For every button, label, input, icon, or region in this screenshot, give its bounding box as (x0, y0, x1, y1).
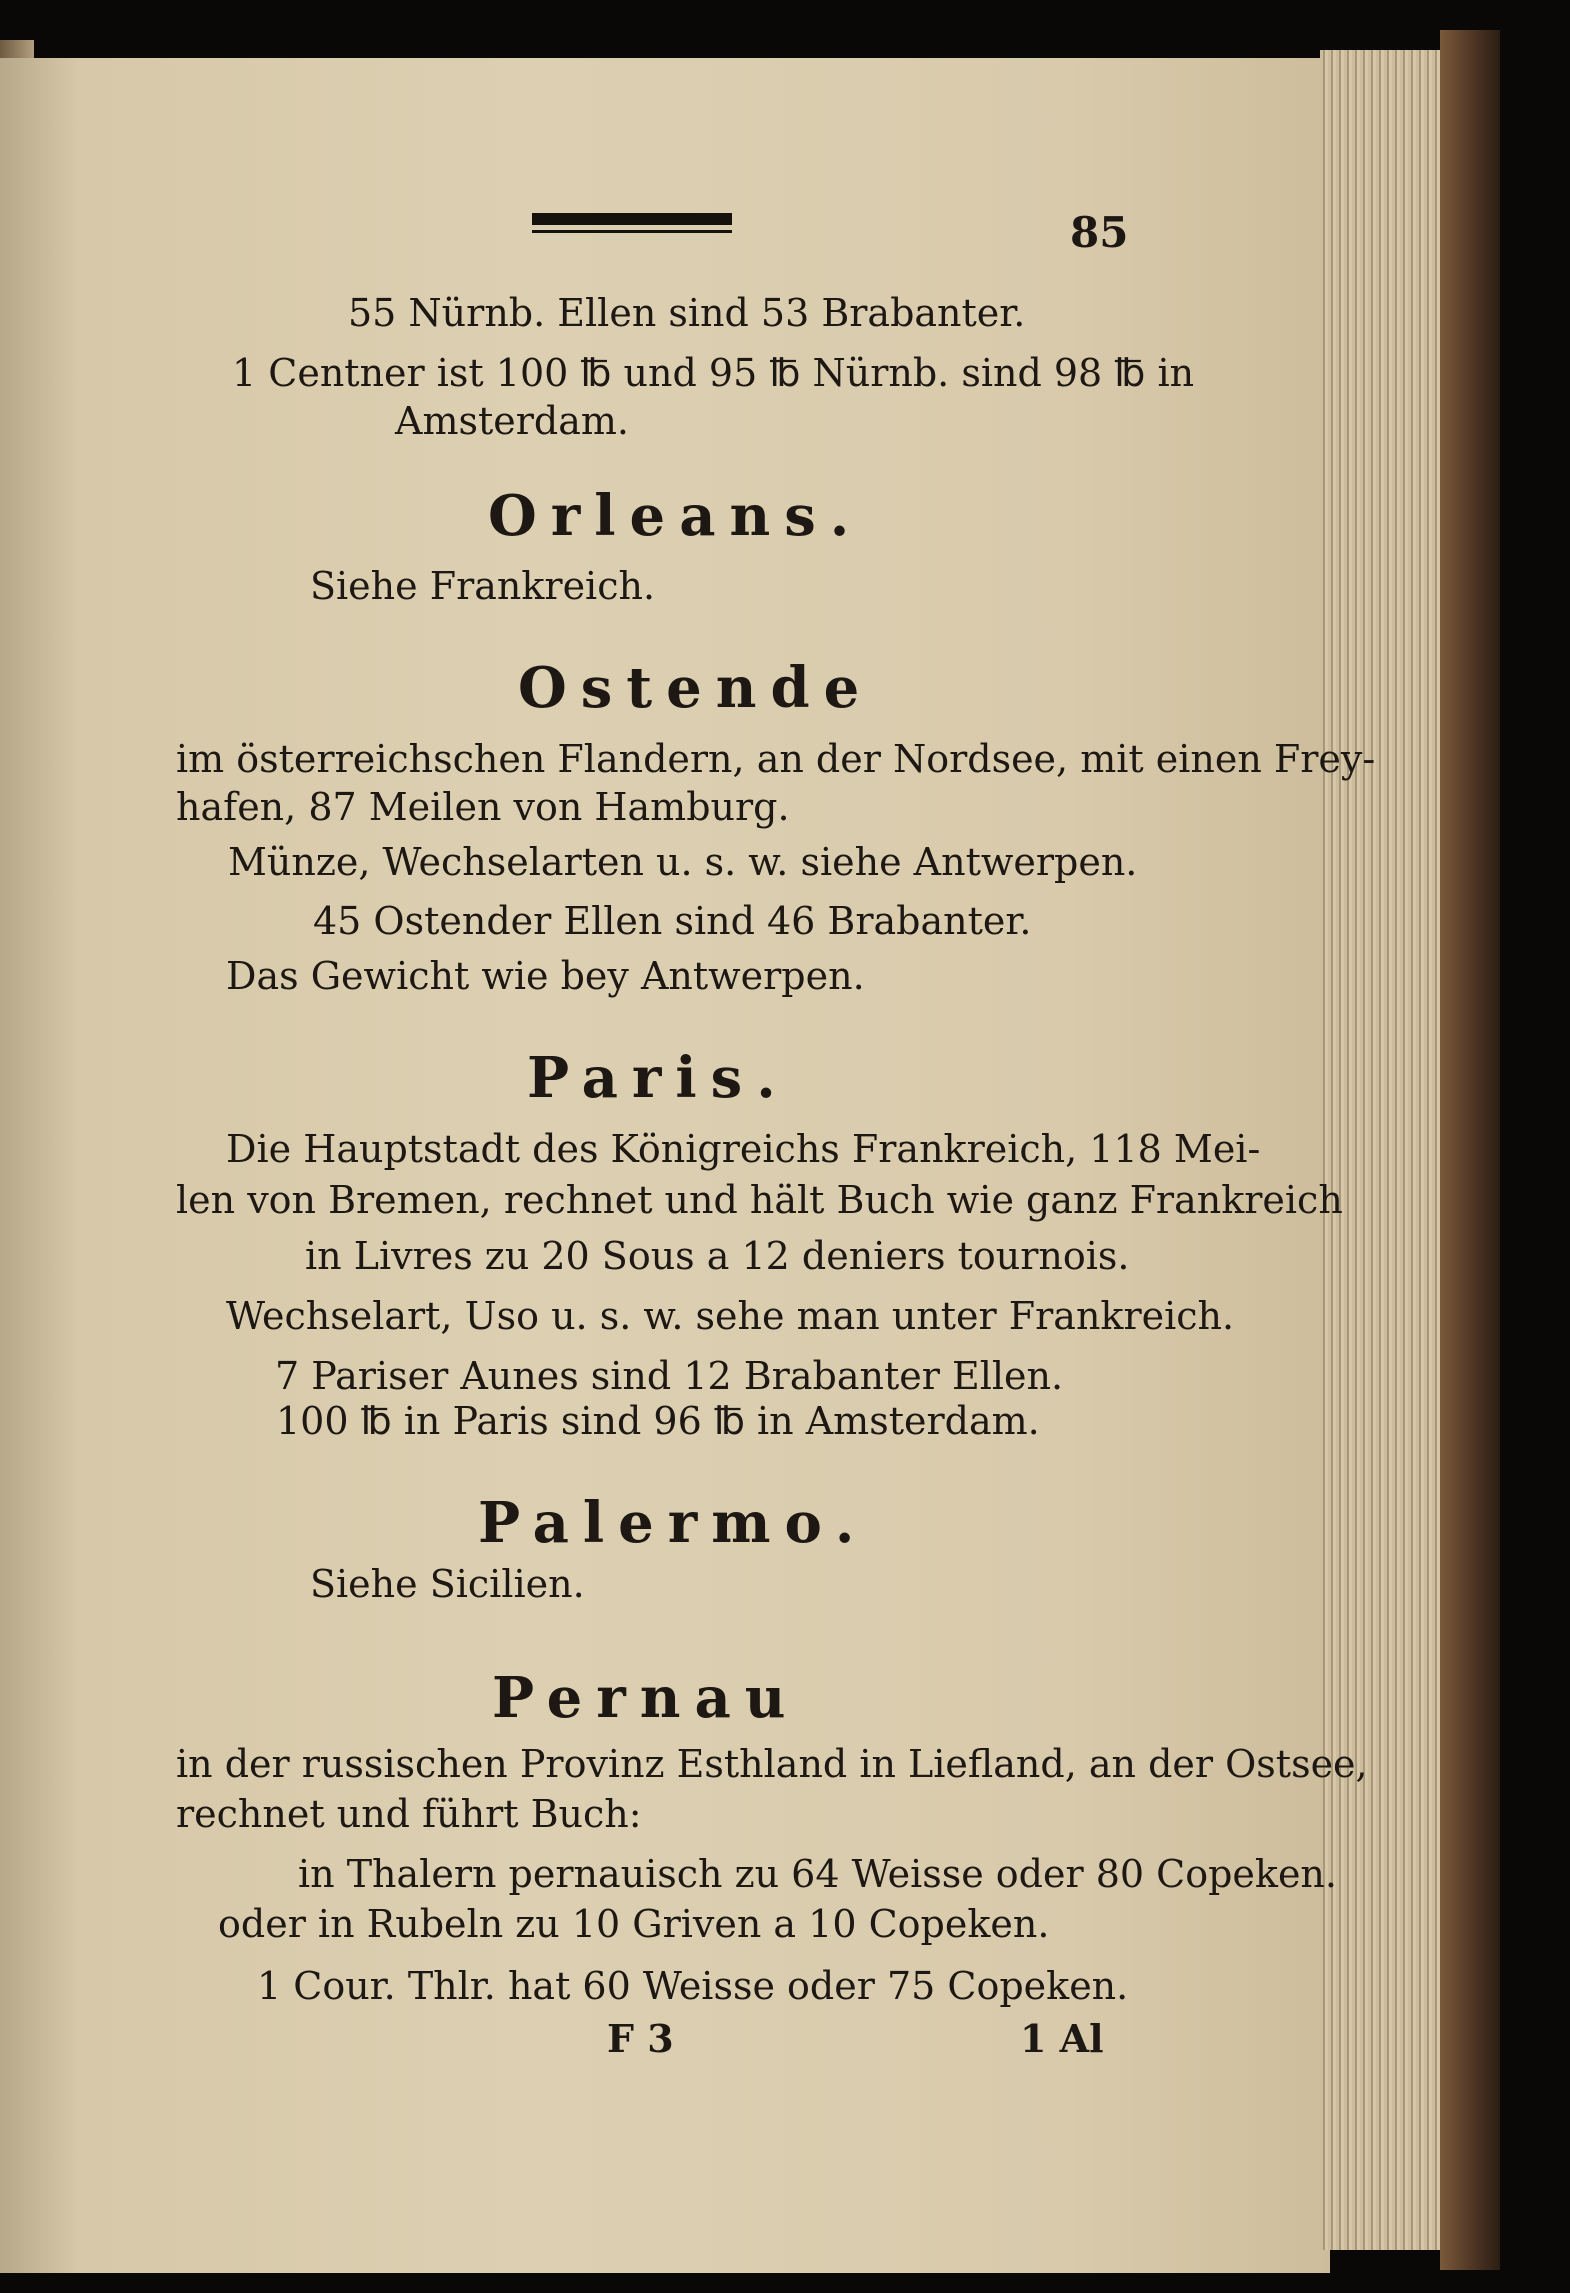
heading-ostende: Ostende (518, 655, 874, 721)
signature-mark: F 3 (607, 2016, 674, 2061)
heading-paris: Paris. (527, 1045, 790, 1111)
text-line: 1 Cour. Thlr. hat 60 Weisse oder 75 Copeken. (257, 1964, 1129, 2008)
catchword: 1 Al (1020, 2016, 1104, 2061)
text-line: 1 Centner ist 100 ℔ und 95 ℔ Nürnb. sind 98 ℔ in (232, 351, 1195, 395)
text-line: Amsterdam. (395, 399, 629, 443)
text-line: rechnet und führt Buch: (176, 1792, 642, 1836)
page-edges (1320, 50, 1450, 2250)
text-line: im österreichschen Flandern, an der Nordsee, mit einen Frey- (176, 737, 1376, 781)
text-line: in der russischen Provinz Esthland in Liefland, an der Ostsee, (176, 1742, 1368, 1786)
header-rule (532, 213, 732, 225)
text-line: Münze, Wechselarten u. s. w. siehe Antwerpen. (228, 840, 1138, 884)
text-line: oder in Rubeln zu 10 Griven a 10 Copeken. (218, 1902, 1050, 1946)
heading-palermo: Palermo. (478, 1490, 869, 1556)
text-line: 7 Pariser Aunes sind 12 Brabanter Ellen. (275, 1354, 1064, 1398)
header-rule-thin (532, 230, 732, 233)
text-line: Siehe Frankreich. (310, 564, 656, 608)
text-line: 45 Ostender Ellen sind 46 Brabanter. (313, 899, 1032, 943)
text-line: in Livres zu 20 Sous a 12 deniers tournois. (305, 1234, 1130, 1278)
text-line: 55 Nürnb. Ellen sind 53 Brabanter. (348, 291, 1026, 335)
page-number: 85 (1070, 208, 1129, 257)
text-line: Die Hauptstadt des Königreichs Frankreich, 118 Mei- (226, 1127, 1261, 1171)
heading-orleans: Orleans. (488, 483, 864, 549)
heading-pernau: Pernau (492, 1665, 800, 1731)
text-line: Wechselart, Uso u. s. w. sehe man unter Frankreich. (226, 1294, 1235, 1338)
text-line: hafen, 87 Meilen von Hamburg. (176, 785, 790, 829)
text-line: in Thalern pernauisch zu 64 Weisse oder 80 Copeken. (298, 1852, 1337, 1896)
text-line: len von Bremen, rechnet und hält Buch wie ganz Frankreich (176, 1178, 1343, 1222)
book-cover-edge (1440, 30, 1500, 2270)
text-line: Siehe Sicilien. (310, 1562, 585, 1606)
text-line: 100 ℔ in Paris sind 96 ℔ in Amsterdam. (276, 1399, 1040, 1443)
text-line: Das Gewicht wie bey Antwerpen. (226, 954, 865, 998)
